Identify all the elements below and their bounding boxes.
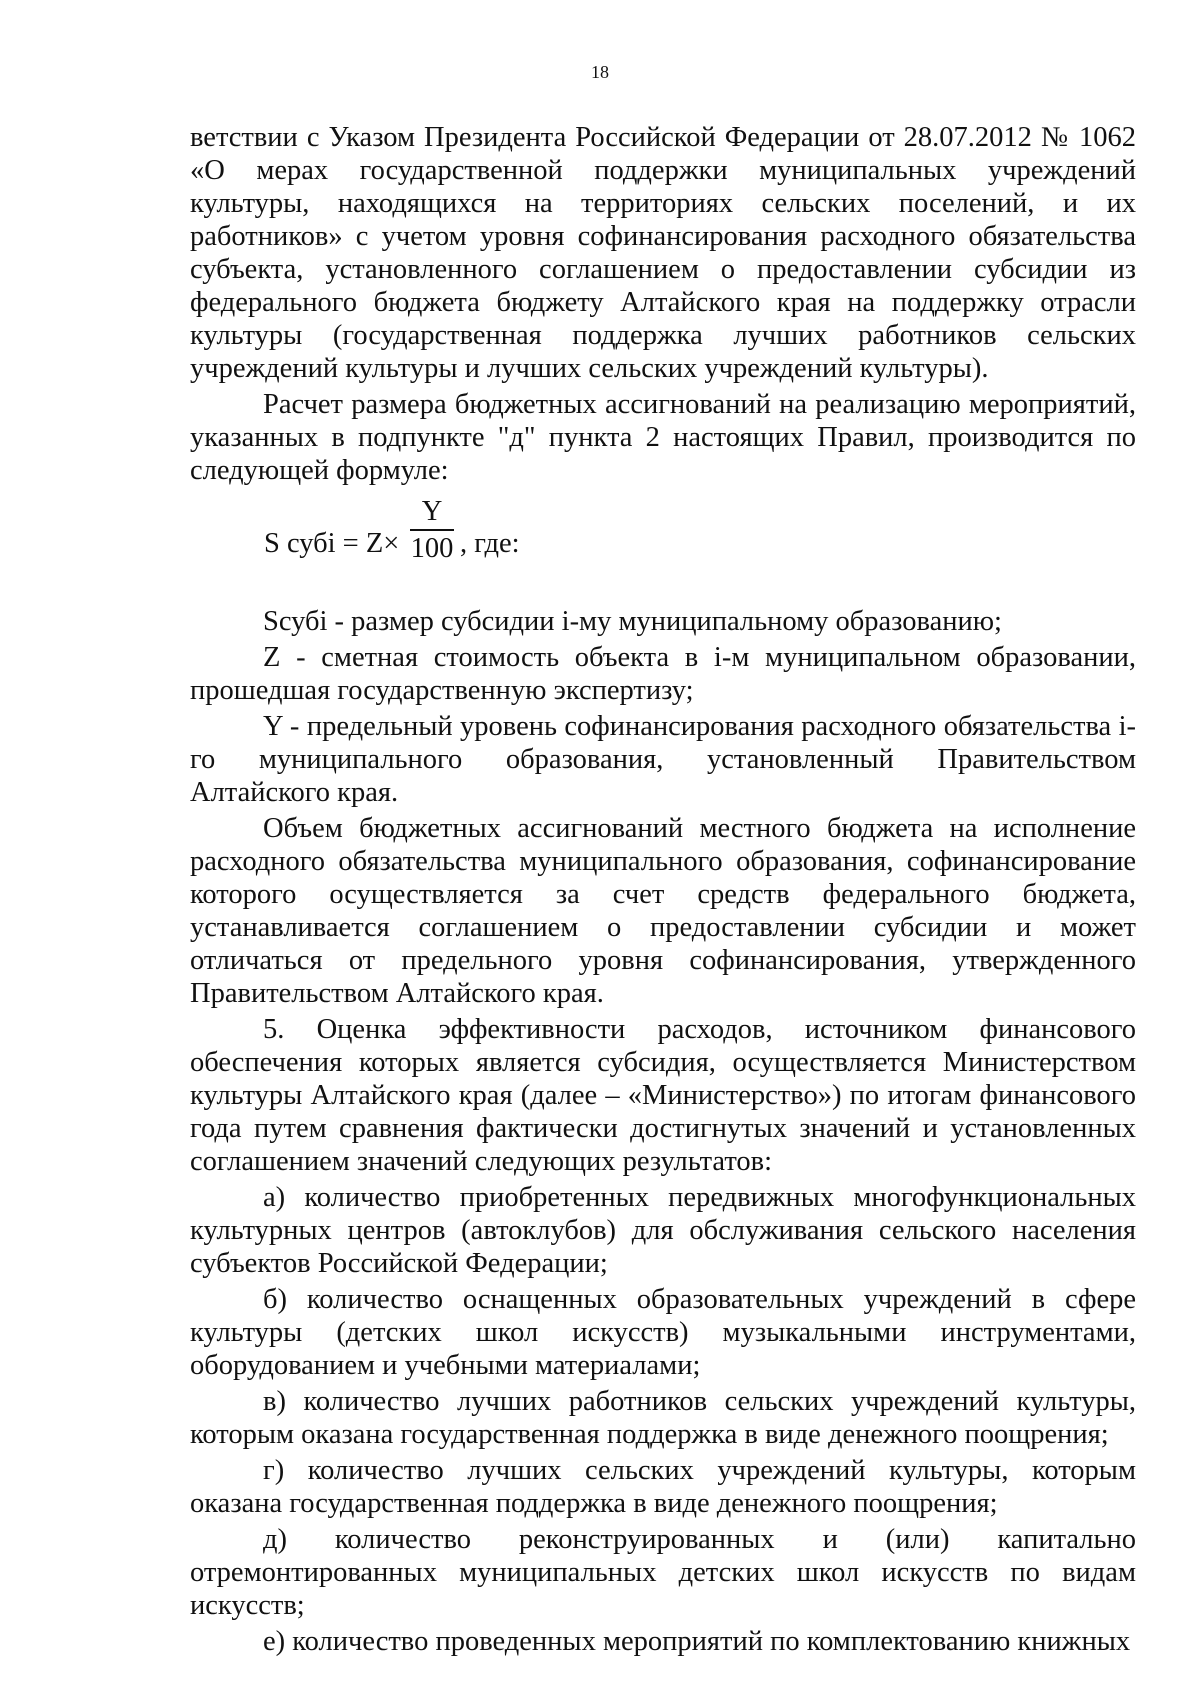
paragraph-continuation: ветствии с Указом Президента Российской Федерации от 28.07.2012 № 1062 «О мерах государственной поддержки муниципальных учреждений культуры, находящихся на территориях сельских поселений, и их работников» с учетом уровня софинансирования расходного обязательства субъекта, установленного соглашением о предоставлении субсидии из федерального бюджета бюджету Алтайского края на поддержку отрасли культуры (государственная поддержка лучших работников сельских учреждений культуры и лучших сельских учреждений культуры). <box>190 122 1136 384</box>
formula-lhs: S субi = Z× <box>264 528 400 559</box>
formula-fraction <box>407 495 457 567</box>
formula-numerator: Y <box>421 496 443 527</box>
definition-s: Sсубi - размер субсидии i-му муниципальному образованию; <box>263 606 1002 637</box>
formula-denominator: 100 <box>410 533 454 564</box>
list-item-a: а) количество приобретенных передвижных многофункциональных культурных центров (автоклубов) для обслуживания сельского населения субъектов Российской Федерации; <box>190 1182 1136 1279</box>
definition-z: Z - сметная стоимость объекта в i-м муниципальном образовании, прошедшая государственную экспертизу; <box>190 642 1136 706</box>
definition-y: Y - предельный уровень софинансирования расходного обязательства i-го муниципального образования, установленный Правительством Алтайского края. <box>190 711 1136 808</box>
list-item-v: в) количество лучших работников сельских учреждений культуры, которым оказана государственная поддержка в виде денежного поощрения; <box>190 1386 1136 1450</box>
paragraph-calculation-intro: Расчет размера бюджетных ассигнований на реализацию мероприятий, указанных в подпункте "д" пункта 2 настоящих Правил, производится по следующей формуле: <box>190 389 1136 486</box>
formula-tail: , где: <box>460 528 520 559</box>
list-item-b: б) количество оснащенных образовательных учреждений в сфере культуры (детских школ искусств) музыкальными инструментами, оборудованием и учебными материалами; <box>190 1284 1136 1381</box>
list-item-d: д) количество реконструированных и (или) капитально отремонтированных муниципальных детских школ искусств по видам искусств; <box>190 1524 1136 1621</box>
paragraph-local-budget: Объем бюджетных ассигнований местного бюджета на исполнение расходного обязательства муниципального образования, софинансирование которого осуществляется за счет средств федерального бюджета, устанавливается соглашением о предоставлении субсидии и может отличаться от предельного уровня софинансирования, утвержденного Правительством Алтайского края. <box>190 813 1136 1009</box>
formula <box>190 495 1136 587</box>
paragraph-item-5: 5. Оценка эффективности расходов, источником финансового обеспечения которых является субсидия, осуществляется Министерством культуры Алтайского края (далее – «Министерство») по итогам финансового года путем сравнения фактически достигнутых значений и установленных соглашением значений следующих результатов: <box>190 1014 1136 1177</box>
page-number: 18 <box>591 62 609 82</box>
document-body <box>190 121 1136 1658</box>
list-item-e: е) количество проведенных мероприятий по комплектованию книжных <box>263 1626 1131 1657</box>
list-item-g: г) количество лучших сельских учреждений культуры, которым оказана государственная поддержка в виде денежного поощрения; <box>190 1455 1136 1519</box>
